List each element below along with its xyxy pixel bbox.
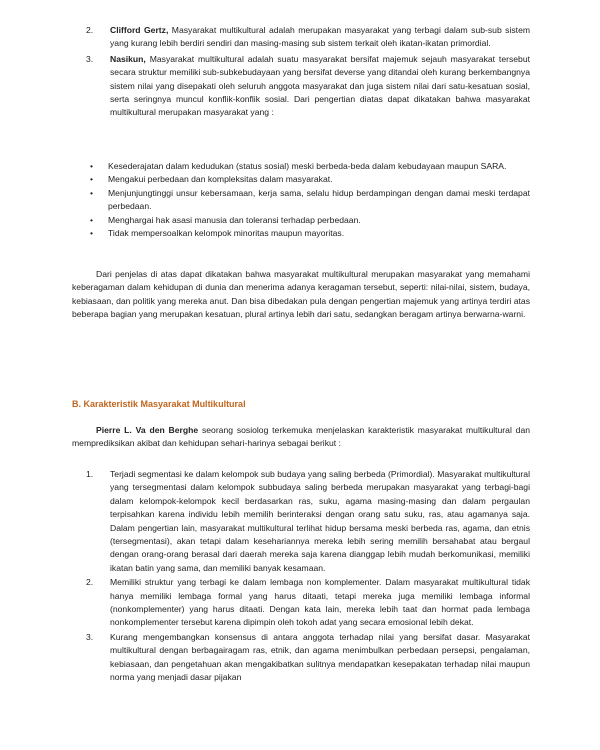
intro-paragraph xyxy=(72,424,530,451)
bullet-icon: • xyxy=(90,174,94,185)
summary-paragraph: Dari penjelas di atas dapat dikatakan bahwa masyarakat multikultural merupakan masyarakat yang memahami keberagaman dalam kehidupan di dunia dan menerima adanya keragaman tersebut, seperti: nilai-nilai, sistem, budaya, kebiasaan, dan politik yang mereka anut. Dan bisa dibedakan pula dengan pengertian majemuk yang artinya terdiri atas beberapa bagian yang merupakan kesatuan, plural artinya lebih dari satu, sedangkan beragam artinya berwarna-warni. xyxy=(72,269,530,320)
bullet-icon: • xyxy=(90,187,94,198)
item-text: Terjadi segmentasi ke dalam kelompok sub budaya yang saling berbeda (Primordial). Masyarakat multikultural yang tersegmentasi dalam kelompok subbudaya saling berbeda merupakan masyarakat yang terbagi-bagi dalam kelompok-kelompok kecil berdasarkan ras, suku, agama masing-masing dan dalam pergaulan terpisahkan karena individu lebih memilih berinteraksi dengan orang satu suku, ras, atau agamanya saja. Dalam pengertian lain, masyarakat multikultural terlihat hidup bersama meski berbeda ras, agama, dan etnis (tersegmentasi), akan tetapi dalam kesehariannya mereka lebih sering memilih bersahabat atau bergaul dengan orang-orang berasal dari daerah mereka saja karena dianggap lebih mudah berkomunikasi, memiliki ikatan batin yang sama, dan memiliki banyak kesamaan. xyxy=(110,469,530,573)
author-name: Nasikun, xyxy=(110,53,146,64)
item-number: 3. xyxy=(86,53,94,64)
karakteristik-list xyxy=(84,468,530,685)
characteristics-bullets xyxy=(90,160,530,240)
item-number: 2. xyxy=(86,577,94,588)
item-text: Memiliki struktur yang terbagi ke dalam lembaga non komplementer. Dalam masyarakat multikultural tidak hanya memiliki lembaga formal yang harus ditaati, tetapi mereka juga memiliki lembaga informal (nonkomplementer) yang harus ditaati. Dengan kata lain, mereka lebih taat dan hormat pada lembaga nonkomplementer tersebut karena dipimpin oleh tokoh adat yang secara emosional lebih dekat. xyxy=(110,577,530,628)
item-number: 1. xyxy=(86,469,94,479)
list-item xyxy=(84,631,530,685)
author-name: Pierre L. Va den Berghe xyxy=(96,425,199,435)
list-item xyxy=(84,53,530,120)
bullet-item: • Mengakui perbedaan dan kompleksitas dalam masyarakat. xyxy=(90,173,530,186)
intro-text: seorang sosiolog terkemuka menjelaskan karakteristik masyarakat multikultural dan memprediksikan akibat dan kehidupan sehari-harinya sebagai berikut : xyxy=(72,425,530,449)
item-text: Masyarakat multikultural adalah merupakan masyarakat yang terbagi dalam sub-sub sistem yang kurang lebih berdiri sendiri dan masing-masing sub sistem terkait oleh ikatan-ikatan primordial. xyxy=(110,25,531,49)
definitions-list xyxy=(84,24,530,120)
item-text: Kurang mengembangkan konsensus di antara anggota terhadap nilai yang bersifat dasar. Masyarakat multikultural dengan berbagairagam ras, etnik, dan agama menimbulkan perbedaan persepsi, pengalaman, kebiasaan, dan pengetahuan akan mengakibatkan sulitnya mendapatkan kesepakatan terhadap nilai maupun norma yang menjadi dasar pijakan xyxy=(110,631,530,683)
author-name: Clifford Gertz, xyxy=(110,25,169,35)
item-number: 2. xyxy=(86,25,94,35)
bullet-item: • Menghargai hak asasi manusia dan toleransi terhadap perbedaan. xyxy=(90,214,530,227)
bullet-icon: • xyxy=(90,228,94,239)
bullet-item: • Tidak mempersoalkan kelompok minoritas maupun mayoritas. xyxy=(90,227,530,240)
bullet-icon: • xyxy=(90,161,94,171)
bullet-item: • Kesederajatan dalam kedudukan (status sosial) meski berbeda-beda dalam kebudayaan maupun SARA. xyxy=(90,160,530,173)
list-item xyxy=(84,576,530,630)
item-text: Masyarakat multikultural adalah suatu masyarakat bersifat majemuk sejauh masyarakat tersebut secara struktur memiliki sub-subkebudayaan yang bersifat deverse yang ditandai oleh kurang berkembangnya sistem nilai yang disepakati oleh seluruh anggota masyarakat dan juga sistem nilai dari satu-kesatuan sosial, serta seringnya muncul konflik-konflik sosial. Dari pengertian diatas dapat dikatakan bahwa masyarakat multikultural merupakan masyarakat yang : xyxy=(110,53,530,118)
bullet-icon: • xyxy=(90,214,94,225)
section-heading: B. Karakteristik Masyarakat Multikultural xyxy=(72,399,246,409)
bullet-item: • Menjunjungtinggi unsur kebersamaan, kerja sama, selalu hidup berdampingan dengan damai meski terdapat perbedaan. xyxy=(90,187,530,212)
list-item xyxy=(84,468,530,575)
list-item xyxy=(84,24,530,51)
item-number: 3. xyxy=(86,631,94,642)
